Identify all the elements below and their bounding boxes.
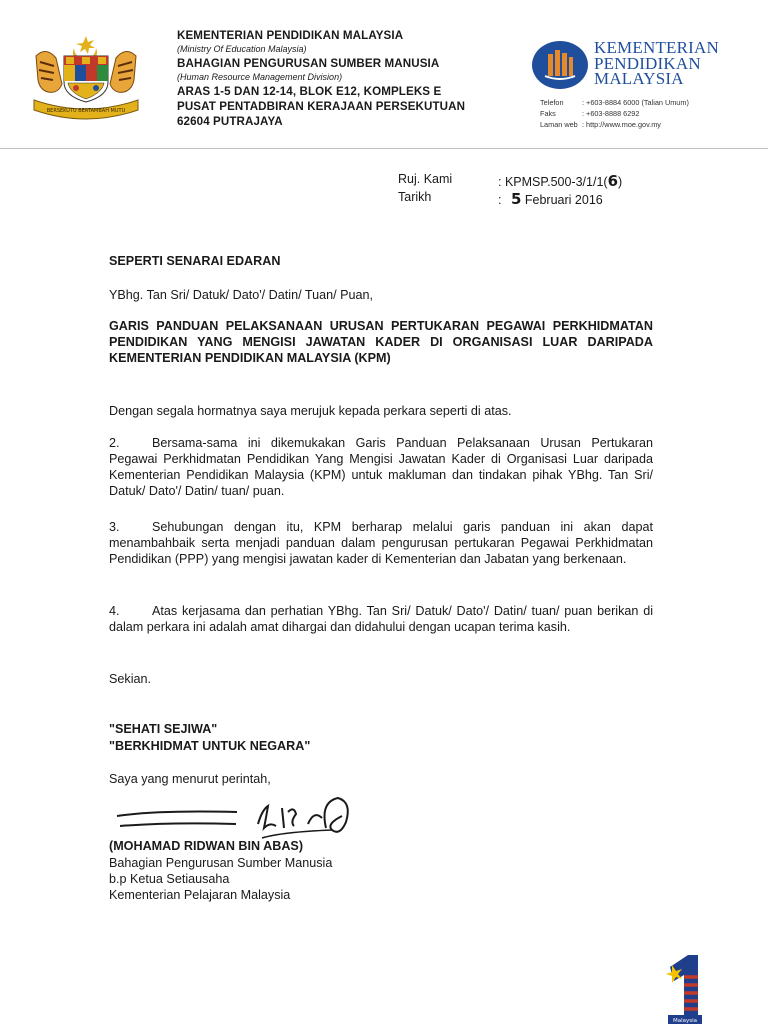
contact-label: Laman web — [540, 120, 578, 129]
ministry-name-en: (Ministry Of Education Malaysia) — [177, 44, 307, 54]
signatory-organisation: Kementerian Pelajaran Malaysia — [109, 888, 291, 902]
date-value — [498, 190, 622, 208]
contact-value[interactable]: : http://www.moe.gov.my — [582, 120, 661, 129]
signatory-name: (MOHAMAD RIDWAN BIN ABAS) — [109, 839, 304, 853]
kpm-logo-icon — [531, 40, 589, 90]
reference-row — [398, 172, 622, 190]
letter-subject: GARIS PANDUAN PELAKSANAAN URUSAN PERTUKARAN PEGAWAI PERKHIDMATAN PENDIDIKAN YANG MENGISI JAWATAN KADER DI ORGANISASI LUAR DARIPADA KEMENTERIAN PENDIDIKAN MALAYSIA (KPM) — [109, 319, 653, 365]
signatory-division: Bahagian Pengurusan Sumber Manusia — [109, 856, 333, 870]
contact-label: Faks — [540, 109, 556, 118]
logo-line-2: PENDIDIKAN — [594, 53, 701, 73]
salutation: YBhg. Tan Sri/ Datuk/ Dato'/ Datin/ Tuan/ Puan, — [109, 288, 373, 302]
contact-value: : +603-8884 6000 (Talian Umum) — [582, 98, 689, 107]
reference-prefix: : KPMSP.500-3/1/1( — [498, 175, 608, 189]
paragraph-2 — [109, 435, 653, 499]
letterhead-address-block — [177, 28, 507, 125]
signatory-role: b.p Ketua Setiausaha — [109, 872, 230, 886]
address-line-1: ARAS 1-5 DAN 12-14, BLOK E12, KOMPLEKS E — [177, 85, 442, 98]
reference-value — [498, 172, 622, 190]
date-month-year: Februari 2016 — [524, 193, 603, 207]
address-line-2: PUSAT PENTADBIRAN KERAJAAN PERSEKUTUAN — [177, 100, 466, 113]
malaysia-coat-of-arms-icon — [30, 34, 142, 120]
logo-line-3: MALAYSIA — [594, 69, 684, 88]
division-name-en: (Human Resource Management Division) — [177, 72, 343, 82]
1malaysia-badge-text: Malaysia — [672, 1018, 698, 1024]
date-colon: : — [498, 193, 502, 207]
header-divider — [0, 148, 768, 149]
paragraph-text: Sehubungan dengan itu, KPM berharap melalui garis panduan ini akan dapat menambahbaik serta menjadi panduan dalam pengurusan pertukaran Pegawai Perkhidmatan Pendidikan (PPP) yang mengisi jawatan kader di Kementerian dan Jabatan yang berkenaan. — [109, 520, 653, 566]
paragraph-3 — [109, 519, 653, 567]
paragraph-4 — [109, 603, 653, 635]
logo-line-1: KEMENTERIAN — [594, 38, 719, 57]
contact-label: Telefon — [540, 98, 564, 107]
opening-sentence: Dengan segala hormatnya saya merujuk kepada perkara seperti di atas. — [109, 404, 512, 418]
crest-motto: BERSEKUTU BERTAMBAH MUTU — [46, 108, 126, 114]
1malaysia-logo-icon — [664, 955, 704, 1024]
paragraph-number: 4. — [109, 604, 120, 618]
reference-label: Ruj. Kami — [398, 172, 453, 186]
division-name: BAHAGIAN PENGURUSAN SUMBER MANUSIA — [177, 57, 440, 70]
contact-value: : +603-8888 6292 — [582, 109, 640, 118]
paragraph-text: Bersama-sama ini dikemukakan Garis Panduan Pelaksanaan Urusan Pertukaran Pegawai Perkhidmatan Pendidikan Yang Mengisi Jawatan Kader di Organisasi Luar daripada Kementerian Pendidikan Malaysia (KPM) untuk makluman dan tindakan pihak YBhg. Tan Sri/ Datuk/ Dato'/ Datin/ tuan/ puan. — [109, 436, 653, 498]
sign-off: Saya yang menurut perintah, — [109, 772, 271, 786]
contact-row-telefon — [540, 98, 689, 109]
recipient-line: SEPERTI SENARAI EDARAN — [109, 254, 281, 268]
contact-row-faks — [540, 109, 689, 120]
reference-block — [398, 172, 622, 208]
motto-sehati-sejiwa: "SEHATI SEJIWA" — [109, 722, 218, 736]
date-label: Tarikh — [398, 190, 432, 204]
motto-berkhidmat: "BERKHIDMAT UNTUK NEGARA" — [109, 739, 311, 753]
address-line-3: 62604 PUTRAJAYA — [177, 115, 283, 125]
paragraph-number: 3. — [109, 520, 120, 534]
date-handwritten-day: 5 — [510, 190, 522, 208]
contact-details — [540, 98, 689, 131]
contact-row-web — [540, 120, 689, 131]
ministry-name: KEMENTERIAN PENDIDIKAN MALAYSIA — [177, 29, 404, 42]
paragraph-number: 2. — [109, 436, 120, 450]
reference-handwritten-number: 6 — [607, 172, 618, 190]
kpm-logo-wordmark — [594, 40, 719, 87]
date-row — [398, 190, 622, 208]
reference-suffix: ) — [618, 175, 623, 189]
paragraph-text: Atas kerjasama dan perhatian YBhg. Tan Sri/ Datuk/ Dato'/ Datin/ tuan/ puan berikan di dalam perkara ini adalah amat dihargai dan didahului dengan ucapan terima kasih. — [109, 604, 653, 634]
closing: Sekian. — [109, 672, 152, 686]
